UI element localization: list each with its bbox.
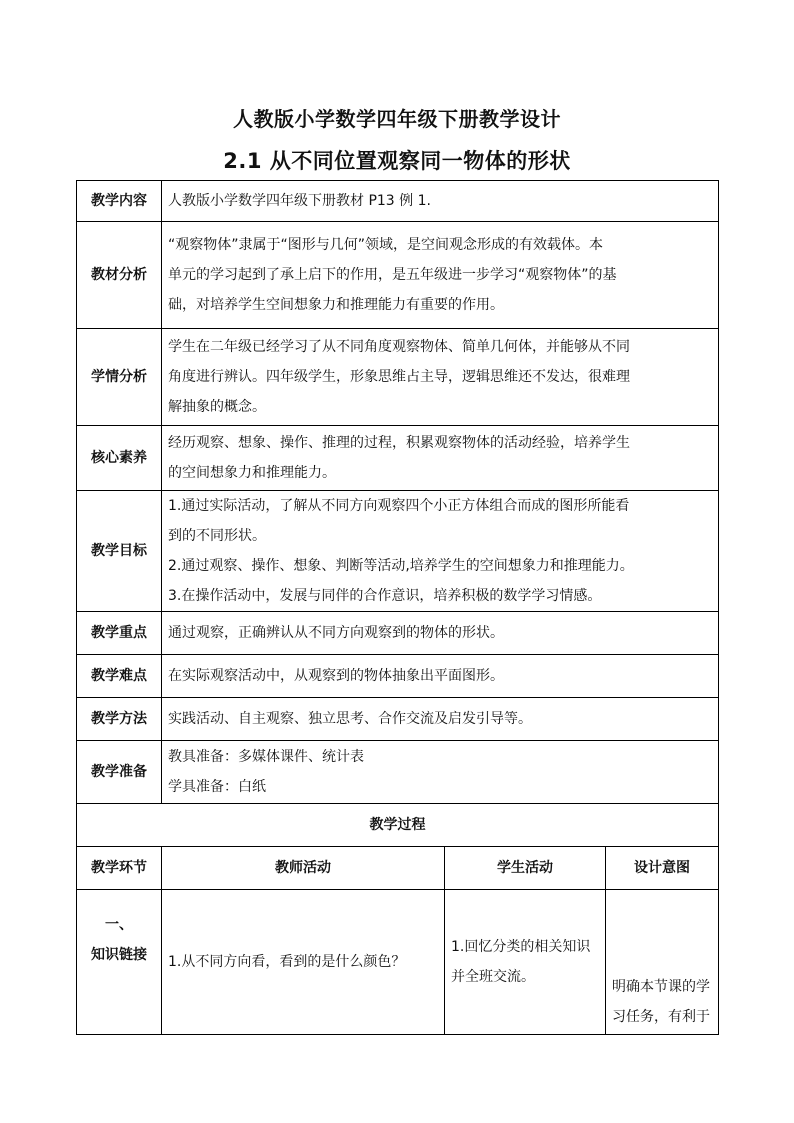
info-row bbox=[77, 329, 719, 426]
info-row bbox=[77, 222, 719, 329]
row-content bbox=[162, 181, 719, 222]
content-line: 3.在操作活动中，发展与同伴的合作意识，培养积极的数学学习情感。 bbox=[168, 588, 602, 604]
header-student: 学生活动 bbox=[445, 847, 606, 890]
row-content bbox=[162, 491, 719, 612]
content-line: 人教版小学数学四年级下册教材 P13 例 1. bbox=[168, 193, 431, 209]
design-intent-line: 习任务，有利于 bbox=[612, 1009, 710, 1025]
row-label: 核心素养 bbox=[77, 426, 162, 491]
row-content bbox=[162, 612, 719, 655]
process-heading-row bbox=[77, 804, 719, 847]
lesson-plan-table bbox=[76, 180, 719, 1035]
info-row bbox=[77, 741, 719, 804]
content-line: “观察物体”隶属于“图形与几何”领域，是空间观念形成的有效载体。本 bbox=[168, 237, 604, 253]
content-line: 在实际观察活动中，从观察到的物体抽象出平面图形。 bbox=[168, 668, 504, 684]
info-row bbox=[77, 426, 719, 491]
stage-cell bbox=[77, 890, 162, 1035]
header-teacher: 教师活动 bbox=[162, 847, 445, 890]
row-content bbox=[162, 698, 719, 741]
content-line: 教具准备：多媒体课件、统计表 bbox=[168, 749, 364, 765]
content-line: 实践活动、自主观察、独立思考、合作交流及启发引导等。 bbox=[168, 711, 532, 727]
content-line: 到的不同形状。 bbox=[168, 528, 266, 544]
content-line: 通过观察，正确辨认从不同方向观察到的物体的形状。 bbox=[168, 625, 504, 641]
content-line: 1.通过实际活动，了解从不同方向观察四个小正方体组合而成的图形所能看 bbox=[168, 498, 630, 514]
row-label: 教学难点 bbox=[77, 655, 162, 698]
row-label: 教学目标 bbox=[77, 491, 162, 612]
student-activity-cell bbox=[445, 890, 606, 1035]
info-row bbox=[77, 491, 719, 612]
content-line: 单元的学习起到了承上启下的作用，是五年级进一步学习“观察物体”的基 bbox=[168, 267, 617, 283]
row-label: 教学方法 bbox=[77, 698, 162, 741]
row-content bbox=[162, 655, 719, 698]
process-heading: 教学过程 bbox=[77, 804, 719, 847]
lesson-title: 2.1 从不同位置观察同一物体的形状 bbox=[223, 149, 571, 173]
row-content bbox=[162, 426, 719, 491]
row-content bbox=[162, 222, 719, 329]
row-content bbox=[162, 329, 719, 426]
student-activity-line: 并全班交流。 bbox=[451, 969, 535, 985]
header-stage: 教学环节 bbox=[77, 847, 162, 890]
row-label: 教学内容 bbox=[77, 181, 162, 222]
content-line: 的空间想象力和推理能力。 bbox=[168, 465, 336, 481]
row-content bbox=[162, 741, 719, 804]
teacher-activity: 1.从不同方向看，看到的是什么颜色？ bbox=[162, 890, 445, 1035]
header-intent: 设计意图 bbox=[606, 847, 719, 890]
process-header-row bbox=[77, 847, 719, 890]
row-label: 教学准备 bbox=[77, 741, 162, 804]
document-title: 人教版小学数学四年级下册教学设计 bbox=[233, 107, 561, 131]
content-line: 学生在二年级已经学习了从不同角度观察物体、简单几何体，并能够从不同 bbox=[168, 339, 630, 355]
design-intent-line: 明确本节课的学 bbox=[612, 979, 710, 995]
process-row bbox=[77, 890, 719, 1035]
student-activity-line: 1.回忆分类的相关知识 bbox=[451, 939, 591, 955]
info-row bbox=[77, 181, 719, 222]
content-line: 角度进行辨认。四年级学生，形象思维占主导，逻辑思维还不发达，很难理 bbox=[168, 369, 630, 385]
info-row bbox=[77, 612, 719, 655]
info-row bbox=[77, 655, 719, 698]
content-line: 础，对培养学生空间想象力和推理能力有重要的作用。 bbox=[168, 297, 504, 313]
row-label: 教材分析 bbox=[77, 222, 162, 329]
stage-name: 知识链接 bbox=[91, 947, 147, 963]
content-line: 学具准备：白纸 bbox=[168, 779, 266, 795]
stage-number: 一、 bbox=[105, 917, 133, 933]
design-intent-cell bbox=[606, 890, 719, 1035]
row-label: 学情分析 bbox=[77, 329, 162, 426]
info-row bbox=[77, 698, 719, 741]
content-line: 2.通过观察、操作、想象、判断等活动,培养学生的空间想象力和推理能力。 bbox=[168, 558, 634, 574]
content-line: 经历观察、想象、操作、推理的过程，积累观察物体的活动经验，培养学生 bbox=[168, 435, 630, 451]
row-label: 教学重点 bbox=[77, 612, 162, 655]
content-line: 解抽象的概念。 bbox=[168, 399, 266, 415]
